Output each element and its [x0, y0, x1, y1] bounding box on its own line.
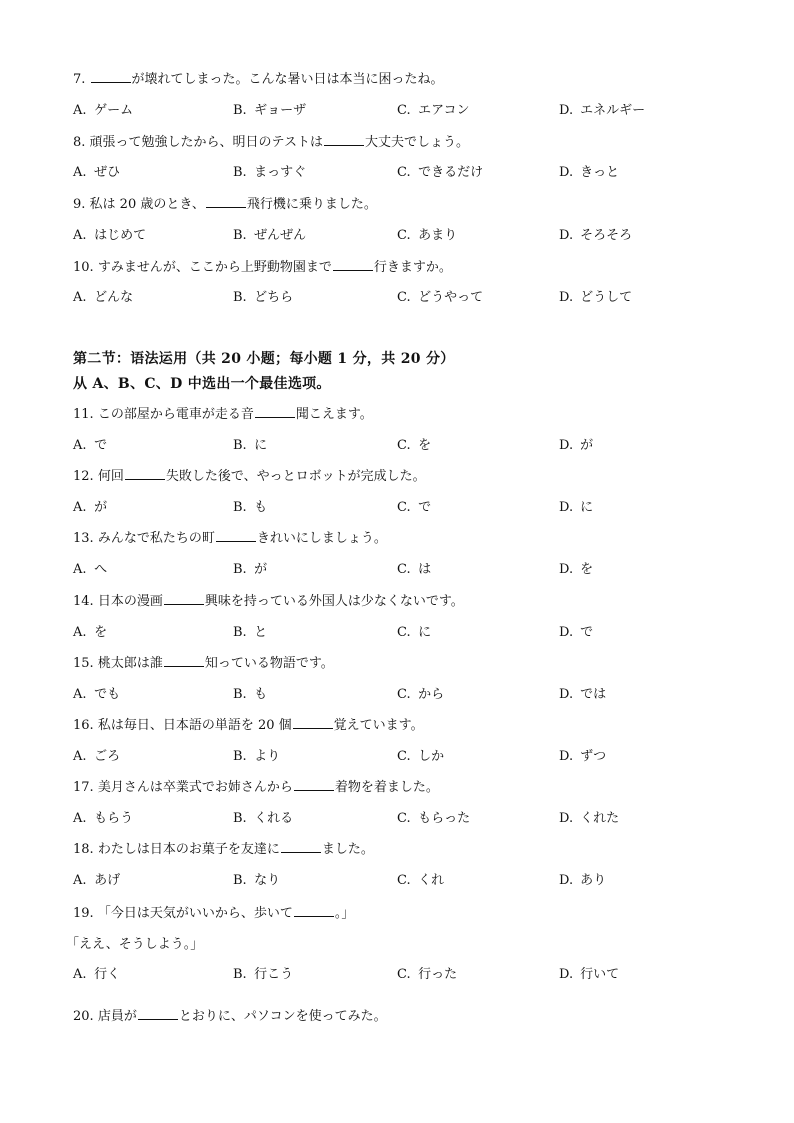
option-text: も: [250, 687, 268, 702]
question-text-before-blank: この部屋から電車が走る音: [97, 407, 254, 422]
option-letter: A.: [73, 873, 87, 888]
question-number: 20.: [73, 1009, 98, 1024]
option-b[interactable]: [233, 224, 306, 243]
answer-blank[interactable]: [293, 716, 333, 729]
question-text-before-blank: 私は 20 歳のとき、: [89, 197, 205, 212]
answer-blank[interactable]: [281, 840, 321, 853]
option-d[interactable]: [559, 745, 606, 764]
option-text: ぜんぜん: [250, 228, 307, 243]
option-b[interactable]: [233, 807, 293, 826]
question-text-before-blank: わたしは日本のお菓子を友達に: [97, 842, 280, 857]
question-stem: [73, 590, 464, 609]
question-text-after-blank: 失敗した後で、やっとロボットが完成した。: [165, 469, 426, 484]
answer-blank[interactable]: [164, 654, 204, 667]
option-letter: A.: [73, 811, 87, 826]
option-letter: A.: [73, 228, 87, 243]
option-letter: D.: [559, 228, 574, 243]
question-number: 11.: [73, 407, 98, 422]
question-text-before-blank: みんなで私たちの町: [97, 531, 215, 546]
option-b[interactable]: [233, 558, 267, 577]
answer-blank[interactable]: [91, 70, 131, 83]
question-text-after-blank: 。」: [334, 906, 355, 921]
option-text: を: [414, 438, 432, 453]
option-letter: A.: [73, 749, 87, 764]
option-letter: C.: [397, 749, 411, 764]
option-text: 行く: [90, 967, 121, 982]
question-number: 18.: [73, 842, 98, 857]
section-instruction: 从 A、B、C、D 中选出一个最佳选项。: [73, 376, 331, 392]
question-stem: [73, 1005, 387, 1024]
question-stem: [73, 68, 444, 87]
option-text: できるだけ: [414, 165, 484, 180]
option-b[interactable]: [233, 161, 306, 180]
option-b[interactable]: [233, 99, 306, 118]
question-text-before-blank: 「今日は天気がいいから、歩いて: [97, 906, 293, 921]
option-a[interactable]: [73, 161, 120, 180]
question-text-before-blank: 日本の漫画: [97, 594, 163, 609]
option-letter: C.: [397, 228, 411, 243]
option-text: くれた: [576, 811, 620, 826]
option-letter: D.: [559, 562, 574, 577]
option-b[interactable]: [233, 621, 267, 640]
option-letter: C.: [397, 873, 411, 888]
option-letter: B.: [233, 873, 247, 888]
option-d[interactable]: [559, 434, 593, 453]
option-text: しか: [414, 749, 445, 764]
option-a[interactable]: [73, 224, 146, 243]
question-number: 14.: [73, 594, 98, 609]
answer-blank[interactable]: [164, 592, 204, 605]
question-text-after-blank: 着物を着ました。: [334, 780, 439, 795]
option-d[interactable]: [559, 99, 645, 118]
question-stem: [73, 403, 373, 422]
option-a[interactable]: [73, 434, 107, 453]
option-a[interactable]: [73, 496, 107, 515]
question-text-after-blank: 聞こえます。: [295, 407, 373, 422]
option-text: でも: [90, 687, 121, 702]
question-stem: [73, 131, 469, 150]
option-a[interactable]: [73, 683, 120, 702]
option-letter: A.: [73, 562, 87, 577]
option-letter: D.: [559, 687, 574, 702]
option-text: ゲーム: [90, 103, 134, 118]
option-letter: C.: [397, 165, 411, 180]
option-c[interactable]: [397, 496, 431, 515]
option-d[interactable]: [559, 558, 593, 577]
question-text-after-blank: 飛行機に乗りました。: [246, 197, 377, 212]
option-letter: B.: [233, 438, 247, 453]
question-text-before-blank: 頑張って勉強したから、明日のテストは: [89, 135, 324, 150]
option-c[interactable]: [397, 99, 469, 118]
option-letter: D.: [559, 165, 574, 180]
option-letter: B.: [233, 967, 247, 982]
option-b[interactable]: [233, 963, 293, 982]
question-text-after-blank: きれいにしましょう。: [256, 531, 387, 546]
answer-blank[interactable]: [138, 1007, 178, 1020]
question-19-reply: 「ええ、そうしよう。」: [66, 937, 204, 952]
option-text: に: [576, 500, 594, 515]
option-text: エアコン: [414, 103, 470, 118]
option-text: そろそろ: [576, 228, 633, 243]
option-b[interactable]: [233, 745, 280, 764]
option-a[interactable]: [73, 807, 133, 826]
answer-blank[interactable]: [333, 258, 373, 271]
question-text-before-blank: 美月さんは卒業式でお姉さんから: [97, 780, 293, 795]
option-letter: B.: [233, 687, 247, 702]
option-letter: A.: [73, 500, 87, 515]
option-text: から: [414, 687, 445, 702]
option-b[interactable]: [233, 286, 293, 305]
option-letter: D.: [559, 103, 574, 118]
question-text-after-blank: ました。: [321, 842, 374, 857]
option-text: で: [576, 625, 594, 640]
option-text: で: [90, 438, 108, 453]
option-text: くれる: [250, 811, 294, 826]
option-text: 行こう: [250, 967, 294, 982]
question-text-before-blank: 私は毎日、日本語の単語を 20 個: [97, 718, 292, 733]
option-text: へ: [90, 562, 108, 577]
question-text-after-blank: 大丈夫でしょう。: [365, 135, 470, 150]
option-text: きっと: [576, 165, 620, 180]
option-letter: B.: [233, 165, 247, 180]
option-letter: B.: [233, 290, 247, 305]
option-a[interactable]: [73, 621, 107, 640]
option-b[interactable]: [233, 434, 267, 453]
question-text-before-blank: 店員が: [97, 1009, 137, 1024]
option-text: ずつ: [576, 749, 607, 764]
option-text: 行いて: [576, 967, 620, 982]
option-text: まっすぐ: [250, 165, 307, 180]
option-letter: B.: [233, 811, 247, 826]
question-number: 9.: [73, 197, 90, 212]
answer-blank[interactable]: [255, 405, 295, 418]
option-letter: B.: [233, 562, 247, 577]
answer-blank[interactable]: [294, 904, 334, 917]
option-text: どんな: [90, 290, 134, 305]
question-text-after-blank: が壊れてしまった。こんな暑い日は本当に困ったね。: [131, 72, 444, 87]
option-text: ギョーザ: [250, 103, 307, 118]
question-text-after-blank: 覚えています。: [333, 718, 424, 733]
option-text: が: [90, 500, 108, 515]
option-c[interactable]: [397, 745, 444, 764]
answer-blank[interactable]: [206, 195, 246, 208]
option-text: 行った: [414, 967, 458, 982]
option-letter: C.: [397, 562, 411, 577]
question-stem: [73, 776, 439, 795]
question-number: 13.: [73, 531, 98, 546]
question-stem: [73, 902, 354, 921]
option-b[interactable]: [233, 869, 280, 888]
option-text: どうして: [576, 290, 633, 305]
option-c[interactable]: [397, 807, 470, 826]
question-number: 8.: [73, 135, 90, 150]
option-b[interactable]: [233, 496, 267, 515]
option-text: どちら: [250, 290, 294, 305]
question-text-before-blank: すみませんが、ここから上野動物園まで: [97, 260, 332, 275]
option-text: に: [250, 438, 268, 453]
option-letter: C.: [397, 811, 411, 826]
answer-blank[interactable]: [125, 467, 165, 480]
option-letter: A.: [73, 967, 87, 982]
option-a[interactable]: [73, 286, 133, 305]
option-letter: C.: [397, 438, 411, 453]
option-d[interactable]: [559, 496, 593, 515]
question-number: 15.: [73, 656, 98, 671]
option-letter: C.: [397, 103, 411, 118]
question-stem: [73, 714, 424, 733]
question-stem: [73, 256, 452, 275]
option-c[interactable]: [397, 224, 457, 243]
option-letter: B.: [233, 103, 247, 118]
answer-blank[interactable]: [216, 529, 256, 542]
option-text: どうやって: [414, 290, 484, 305]
option-text: を: [90, 625, 108, 640]
option-d[interactable]: [559, 963, 619, 982]
question-number: 10.: [73, 260, 98, 275]
question-text-before-blank: 何回: [97, 469, 124, 484]
option-text: エネルギー: [576, 103, 646, 118]
option-text: なり: [250, 873, 281, 888]
option-letter: A.: [73, 438, 87, 453]
option-c[interactable]: [397, 963, 457, 982]
option-letter: D.: [559, 749, 574, 764]
option-d[interactable]: [559, 621, 593, 640]
option-a[interactable]: [73, 963, 120, 982]
option-letter: A.: [73, 165, 87, 180]
option-a[interactable]: [73, 99, 133, 118]
option-letter: B.: [233, 625, 247, 640]
option-letter: A.: [73, 103, 87, 118]
option-d[interactable]: [559, 161, 619, 180]
option-text: が: [250, 562, 268, 577]
option-text: あまり: [414, 228, 458, 243]
section-title: 第二节：语法运用（共 20 小题；每小题 1 分，共 20 分）: [73, 351, 455, 367]
option-text: より: [250, 749, 281, 764]
option-letter: C.: [397, 500, 411, 515]
option-letter: B.: [233, 500, 247, 515]
question-number: 17.: [73, 780, 98, 795]
option-text: を: [576, 562, 594, 577]
option-text: ぜひ: [90, 165, 121, 180]
option-c[interactable]: [397, 161, 483, 180]
question-text-after-blank: とおりに、パソコンを使ってみた。: [178, 1009, 387, 1024]
question-number: 7.: [73, 72, 90, 87]
option-text: が: [576, 438, 594, 453]
option-text: に: [414, 625, 432, 640]
option-a[interactable]: [73, 558, 107, 577]
option-text: で: [414, 500, 432, 515]
option-letter: C.: [397, 687, 411, 702]
option-d[interactable]: [559, 224, 632, 243]
option-c[interactable]: [397, 286, 483, 305]
option-d[interactable]: [559, 683, 606, 702]
option-text: あげ: [90, 873, 121, 888]
option-letter: D.: [559, 811, 574, 826]
option-text: もらう: [90, 811, 134, 826]
question-stem: [73, 193, 377, 212]
option-c[interactable]: [397, 621, 431, 640]
option-text: では: [576, 687, 607, 702]
question-text-after-blank: 行きますか。: [373, 260, 452, 275]
option-letter: B.: [233, 228, 247, 243]
question-number: 12.: [73, 469, 98, 484]
question-stem: [73, 527, 387, 546]
option-d[interactable]: [559, 286, 632, 305]
option-text: はじめて: [90, 228, 147, 243]
option-d[interactable]: [559, 807, 619, 826]
option-text: も: [250, 500, 268, 515]
option-b[interactable]: [233, 683, 267, 702]
option-text: くれ: [414, 873, 445, 888]
option-c[interactable]: [397, 869, 444, 888]
question-number: 16.: [73, 718, 98, 733]
answer-blank[interactable]: [294, 778, 334, 791]
question-text-after-blank: 興味を持っている外国人は少なくないです。: [204, 594, 464, 609]
question-text-before-blank: 桃太郎は誰: [97, 656, 163, 671]
question-text-after-blank: 知っている物語です。: [204, 656, 334, 671]
option-letter: D.: [559, 967, 574, 982]
answer-blank[interactable]: [324, 133, 364, 146]
question-stem: [73, 465, 426, 484]
option-letter: C.: [397, 967, 411, 982]
option-letter: D.: [559, 500, 574, 515]
option-c[interactable]: [397, 683, 444, 702]
option-text: あり: [576, 873, 607, 888]
option-text: ごろ: [90, 749, 121, 764]
option-d[interactable]: [559, 869, 606, 888]
option-c[interactable]: [397, 434, 431, 453]
question-stem: [73, 838, 374, 857]
option-letter: C.: [397, 625, 411, 640]
option-letter: D.: [559, 290, 574, 305]
option-text: は: [414, 562, 432, 577]
option-text: と: [250, 625, 268, 640]
option-a[interactable]: [73, 745, 120, 764]
question-number: 19.: [73, 906, 98, 921]
option-letter: D.: [559, 625, 574, 640]
option-text: もらった: [414, 811, 471, 826]
option-a[interactable]: [73, 869, 120, 888]
option-letter: D.: [559, 438, 574, 453]
option-letter: A.: [73, 687, 87, 702]
option-letter: A.: [73, 290, 87, 305]
question-stem: [73, 652, 334, 671]
option-letter: C.: [397, 290, 411, 305]
option-letter: B.: [233, 749, 247, 764]
option-letter: A.: [73, 625, 87, 640]
option-letter: D.: [559, 873, 574, 888]
option-c[interactable]: [397, 558, 431, 577]
